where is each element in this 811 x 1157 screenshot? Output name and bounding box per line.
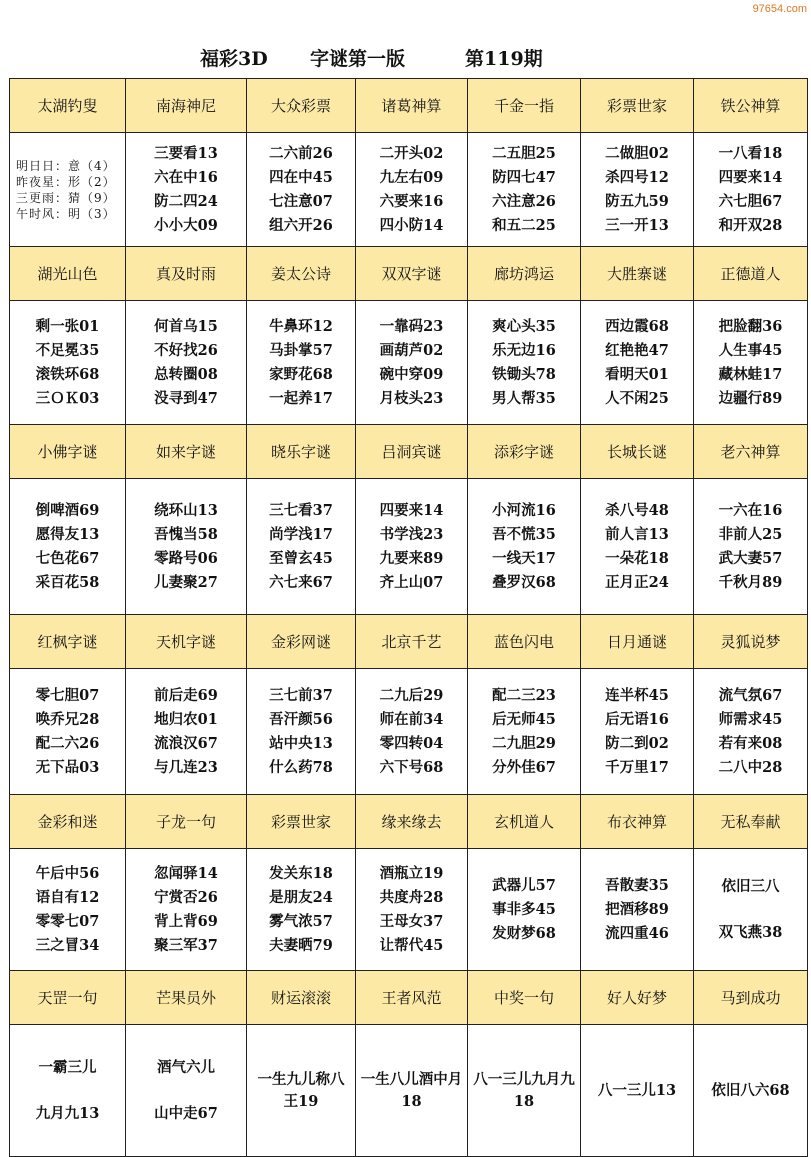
legend-line: 昨夜星：形（2） — [16, 174, 116, 189]
riddle-line: 红艳艳47 — [605, 341, 669, 359]
riddle-cell — [10, 133, 126, 247]
column-heading: 小佛字谜 — [10, 425, 126, 479]
riddle-cell — [581, 301, 694, 425]
riddle-line: 宁赏否26 — [154, 888, 218, 906]
riddle-line: 六注意26 — [492, 192, 556, 210]
riddle-cell — [10, 301, 126, 425]
riddle-line: 唤乔兄28 — [35, 710, 100, 728]
riddle-cell — [126, 133, 247, 247]
riddle-line: 八一三儿九月九18 — [473, 1070, 575, 1110]
riddle-cell — [356, 849, 468, 971]
column-heading: 无私奉献 — [694, 795, 808, 849]
riddle-line: 吾汗颜56 — [269, 710, 333, 728]
column-heading: 廊坊鸿运 — [468, 247, 581, 301]
riddle-line: 零路号06 — [154, 549, 218, 567]
riddle-row — [10, 849, 808, 971]
column-heading: 蓝色闪电 — [468, 615, 581, 669]
riddle-cell — [356, 479, 468, 615]
riddle-line: 发财梦68 — [492, 924, 556, 942]
riddle-line: 书学浅23 — [379, 525, 444, 543]
header-row — [10, 971, 808, 1025]
riddle-line: 一生九儿称八王19 — [257, 1070, 345, 1110]
riddle-line: 采百花58 — [35, 573, 100, 591]
riddle-cell — [468, 479, 581, 615]
riddle-line: 午后中56 — [35, 864, 100, 882]
column-heading: 双双字谜 — [356, 247, 468, 301]
riddle-line: 男人帮35 — [492, 389, 556, 407]
column-heading: 大众彩票 — [247, 79, 356, 133]
column-heading: 玄机道人 — [468, 795, 581, 849]
column-heading: 诸葛神算 — [356, 79, 468, 133]
riddle-line: 画葫芦02 — [379, 341, 444, 359]
legend-line: 午时风：明（3） — [16, 206, 116, 221]
column-heading: 大胜寨谜 — [581, 247, 694, 301]
riddle-cell — [247, 301, 356, 425]
riddle-line: 三之冒34 — [35, 936, 100, 954]
riddle-line: 和开双28 — [718, 216, 783, 234]
riddle-line: 九左右09 — [379, 168, 444, 186]
column-heading: 老六神算 — [694, 425, 808, 479]
riddle-line: 三ＯＫ03 — [35, 389, 100, 407]
riddle-line: 无下品03 — [35, 758, 100, 776]
riddle-line: 二九胆29 — [492, 734, 556, 752]
column-heading: 彩票世家 — [581, 79, 694, 133]
riddle-line: 酒气六儿 — [157, 1058, 215, 1076]
riddle-line: 雾气浓57 — [269, 912, 333, 930]
riddle-line: 三一开13 — [605, 216, 669, 234]
riddle-line: 九要来89 — [379, 549, 444, 567]
column-heading: 日月通谜 — [581, 615, 694, 669]
riddle-line: 后无师45 — [492, 710, 556, 728]
riddle-line: 后无语16 — [605, 710, 669, 728]
riddle-line: 和五二25 — [492, 216, 556, 234]
riddle-line: 二八中28 — [718, 758, 783, 776]
riddle-table — [9, 78, 808, 1157]
riddle-line: 何首乌15 — [154, 317, 218, 335]
riddle-line: 四小防14 — [379, 216, 444, 234]
riddle-line: 西边霞68 — [605, 317, 669, 335]
column-heading: 王者风范 — [356, 971, 468, 1025]
riddle-row — [10, 1025, 808, 1157]
header-row — [10, 425, 808, 479]
riddle-cell — [694, 301, 808, 425]
riddle-line: 武大妻57 — [718, 549, 783, 567]
riddle-line: 语自有12 — [35, 888, 100, 906]
riddle-cell — [356, 669, 468, 795]
column-heading: 添彩字谜 — [468, 425, 581, 479]
riddle-line: 小河流16 — [492, 501, 556, 519]
riddle-line: 师在前34 — [379, 710, 444, 728]
riddle-cell — [694, 849, 808, 971]
riddle-line: 三七看37 — [269, 501, 333, 519]
riddle-line: 一靠码23 — [379, 317, 444, 335]
riddle-line: 发关东18 — [269, 864, 333, 882]
column-heading: 中奖一句 — [468, 971, 581, 1025]
riddle-line: 双飞燕38 — [718, 923, 783, 941]
riddle-line: 组六开26 — [269, 216, 333, 234]
riddle-line: 六要来16 — [379, 192, 444, 210]
riddle-cell — [10, 669, 126, 795]
riddle-line: 牛鼻环12 — [269, 317, 333, 335]
riddle-line: 把酒移89 — [605, 900, 669, 918]
riddle-line: 三七前37 — [269, 686, 333, 704]
column-heading: 金彩和迷 — [10, 795, 126, 849]
riddle-line: 倒啤酒69 — [35, 501, 100, 519]
riddle-line: 零四转04 — [379, 734, 444, 752]
watermark: 97654.com — [752, 3, 807, 15]
riddle-line: 铁锄头78 — [492, 365, 556, 383]
riddle-line: 若有来08 — [718, 734, 783, 752]
riddle-cell — [126, 849, 247, 971]
riddle-cell — [581, 1025, 694, 1157]
riddle-line: 六七来67 — [269, 573, 333, 591]
riddle-line: 事非多45 — [492, 900, 556, 918]
riddle-line: 六七胆67 — [718, 192, 783, 210]
riddle-line: 流四重46 — [605, 924, 669, 942]
column-heading: 北京千艺 — [356, 615, 468, 669]
column-heading: 好人好梦 — [581, 971, 694, 1025]
riddle-line: 吾不慌35 — [492, 525, 556, 543]
riddle-line: 三要看13 — [154, 144, 218, 162]
riddle-cell — [581, 133, 694, 247]
riddle-row — [10, 669, 808, 795]
column-heading: 千金一指 — [468, 79, 581, 133]
riddle-line: 不足冕35 — [35, 341, 100, 359]
column-heading: 南海神尼 — [126, 79, 247, 133]
riddle-cell — [126, 479, 247, 615]
riddle-line: 二做胆02 — [605, 144, 669, 162]
riddle-line: 杀八号48 — [605, 501, 669, 519]
riddle-cell — [581, 669, 694, 795]
riddle-cell — [126, 669, 247, 795]
riddle-line: 王母女37 — [379, 912, 444, 930]
legend-line: 明日日：意（4） — [16, 158, 116, 173]
riddle-line: 非前人25 — [718, 525, 783, 543]
riddle-line: 与几连23 — [154, 758, 218, 776]
riddle-line: 不好找26 — [154, 341, 218, 359]
riddle-line: 什么药78 — [269, 758, 333, 776]
riddle-cell — [247, 1025, 356, 1157]
riddle-line: 流浪汉67 — [154, 734, 218, 752]
column-heading: 长城长谜 — [581, 425, 694, 479]
riddle-line: 一六在16 — [718, 501, 783, 519]
riddle-line: 防二四24 — [154, 192, 218, 210]
riddle-cell — [10, 849, 126, 971]
riddle-cell — [126, 301, 247, 425]
column-heading: 铁公神算 — [694, 79, 808, 133]
riddle-line: 零零七07 — [35, 912, 100, 930]
riddle-line: 总转圈08 — [154, 365, 218, 383]
riddle-cell — [247, 133, 356, 247]
riddle-line: 七色花67 — [35, 549, 100, 567]
riddle-line: 七注意07 — [269, 192, 333, 210]
riddle-line: 叠罗汉68 — [492, 573, 556, 591]
column-heading: 如来字谜 — [126, 425, 247, 479]
riddle-line: 六下号68 — [379, 758, 444, 776]
riddle-row — [10, 479, 808, 615]
riddle-line: 一生八儿酒中月18 — [360, 1070, 463, 1110]
riddle-line: 一朵花18 — [605, 549, 669, 567]
riddle-line: 月枝头23 — [379, 389, 444, 407]
riddle-line: 爽心头35 — [492, 317, 556, 335]
riddle-line: 边疆行89 — [718, 389, 783, 407]
header-row — [10, 795, 808, 849]
riddle-line: 剩一张01 — [35, 317, 100, 335]
riddle-line: 防二到02 — [605, 734, 669, 752]
riddle-cell — [356, 133, 468, 247]
column-heading: 晓乐字谜 — [247, 425, 356, 479]
riddle-line: 配二六26 — [35, 734, 100, 752]
riddle-cell — [468, 669, 581, 795]
riddle-line: 防四七47 — [492, 168, 556, 186]
riddle-cell — [247, 669, 356, 795]
riddle-line: 杀四号12 — [605, 168, 669, 186]
riddle-line: 前后走69 — [154, 686, 218, 704]
riddle-line: 四在中45 — [269, 168, 333, 186]
riddle-cell — [581, 479, 694, 615]
column-heading: 真及时雨 — [126, 247, 247, 301]
riddle-line: 二开头02 — [379, 144, 444, 162]
riddle-cell — [468, 1025, 581, 1157]
riddle-line: 依旧八六68 — [711, 1081, 790, 1099]
riddle-line: 吾散妻35 — [605, 876, 669, 894]
column-heading: 金彩网谜 — [247, 615, 356, 669]
riddle-line: 一起养17 — [269, 389, 333, 407]
riddle-line: 山中走67 — [154, 1104, 218, 1122]
riddle-cell — [247, 479, 356, 615]
column-heading: 灵狐说梦 — [694, 615, 808, 669]
riddle-line: 分外佳67 — [492, 758, 556, 776]
riddle-cell — [126, 1025, 247, 1157]
riddle-line: 酒瓶立19 — [379, 864, 444, 882]
riddle-line: 二六前26 — [269, 144, 333, 162]
column-heading: 姜太公诗 — [247, 247, 356, 301]
column-heading: 天机字谜 — [126, 615, 247, 669]
column-heading: 太湖钓叟 — [10, 79, 126, 133]
riddle-line: 没寻到47 — [154, 389, 218, 407]
column-heading: 马到成功 — [694, 971, 808, 1025]
riddle-line: 至曾玄45 — [269, 549, 333, 567]
riddle-line: 站中央13 — [269, 734, 333, 752]
riddle-line: 九月九13 — [35, 1104, 100, 1122]
title-issue: 第119期 — [465, 48, 543, 70]
riddle-line: 愿得友13 — [35, 525, 100, 543]
riddle-row — [10, 133, 808, 247]
riddle-line: 是朋友24 — [269, 888, 333, 906]
riddle-line: 二九后29 — [379, 686, 444, 704]
riddle-cell — [468, 301, 581, 425]
riddle-line: 配二三23 — [492, 686, 556, 704]
riddle-line: 正月正24 — [605, 573, 669, 591]
riddle-line: 背上背69 — [154, 912, 218, 930]
riddle-line: 乐无边16 — [492, 341, 556, 359]
riddle-line: 连半杯45 — [605, 686, 669, 704]
riddle-line: 把脸翻36 — [718, 317, 783, 335]
riddle-line: 夫妻晒79 — [269, 936, 333, 954]
riddle-line: 地归农01 — [154, 710, 218, 728]
riddle-line: 藏林蛙17 — [718, 365, 783, 383]
riddle-line: 让帮代45 — [379, 936, 444, 954]
riddle-line: 碗中穿09 — [379, 365, 444, 383]
riddle-line: 人生事45 — [718, 341, 783, 359]
title-edition: 字谜第一版 — [310, 48, 406, 70]
page-title — [200, 44, 620, 71]
header-row — [10, 79, 808, 133]
riddle-cell — [694, 133, 808, 247]
riddle-line: 依旧三八 — [721, 877, 780, 895]
riddle-cell — [694, 479, 808, 615]
riddle-row — [10, 301, 808, 425]
riddle-cell — [468, 133, 581, 247]
column-heading: 红枫字谜 — [10, 615, 126, 669]
riddle-line: 师需求45 — [718, 710, 783, 728]
riddle-line: 马卦掌57 — [269, 341, 333, 359]
riddle-cell — [356, 1025, 468, 1157]
riddle-cell — [10, 1025, 126, 1157]
riddle-cell — [247, 849, 356, 971]
riddle-line: 家野花68 — [269, 365, 333, 383]
riddle-line: 一八看18 — [718, 144, 783, 162]
riddle-line: 前人言13 — [605, 525, 669, 543]
riddle-line: 忽闻驿14 — [154, 864, 218, 882]
column-heading: 芒果员外 — [126, 971, 247, 1025]
riddle-line: 吾愧当58 — [154, 525, 218, 543]
riddle-cell — [694, 1025, 808, 1157]
riddle-line: 聚三军37 — [154, 936, 218, 954]
riddle-line: 一霸三儿 — [38, 1058, 97, 1076]
riddle-line: 人不闲25 — [605, 389, 669, 407]
riddle-line: 儿妻聚27 — [154, 573, 218, 591]
riddle-line: 看明天01 — [605, 365, 669, 383]
riddle-line: 六在中16 — [154, 168, 218, 186]
column-heading: 财运滚滚 — [247, 971, 356, 1025]
column-heading: 湖光山色 — [10, 247, 126, 301]
riddle-line: 二五胆25 — [492, 144, 556, 162]
riddle-cell — [581, 849, 694, 971]
riddle-line: 零七胆07 — [35, 686, 100, 704]
riddle-line: 防五九59 — [605, 192, 669, 210]
riddle-line: 千万里17 — [605, 758, 669, 776]
column-heading: 吕洞宾谜 — [356, 425, 468, 479]
title-lottery: 福彩3D — [200, 48, 268, 70]
riddle-line: 共度舟28 — [379, 888, 444, 906]
riddle-line: 武器儿57 — [492, 876, 556, 894]
riddle-line: 齐上山07 — [379, 573, 444, 591]
column-heading: 正德道人 — [694, 247, 808, 301]
riddle-line: 流气氛67 — [718, 686, 783, 704]
riddle-line: 四要来14 — [379, 501, 444, 519]
header-row — [10, 615, 808, 669]
riddle-line: 绕环山13 — [154, 501, 218, 519]
riddle-line: 尚学浅17 — [269, 525, 333, 543]
riddle-cell — [694, 669, 808, 795]
column-heading: 缘来缘去 — [356, 795, 468, 849]
column-heading: 彩票世家 — [247, 795, 356, 849]
riddle-cell — [468, 849, 581, 971]
riddle-cell — [356, 301, 468, 425]
riddle-line: 一线天17 — [492, 549, 556, 567]
header-row — [10, 247, 808, 301]
riddle-line: 滚铁环68 — [35, 365, 100, 383]
riddle-line: 八一三儿13 — [597, 1081, 677, 1099]
legend-line: 三更雨：猜（9） — [16, 190, 116, 205]
riddle-line: 小小大09 — [154, 216, 218, 234]
riddle-line: 四要来14 — [718, 168, 783, 186]
riddle-cell — [10, 479, 126, 615]
column-heading: 布衣神算 — [581, 795, 694, 849]
column-heading: 天罡一句 — [10, 971, 126, 1025]
column-heading: 子龙一句 — [126, 795, 247, 849]
riddle-line: 千秋月89 — [718, 573, 783, 591]
